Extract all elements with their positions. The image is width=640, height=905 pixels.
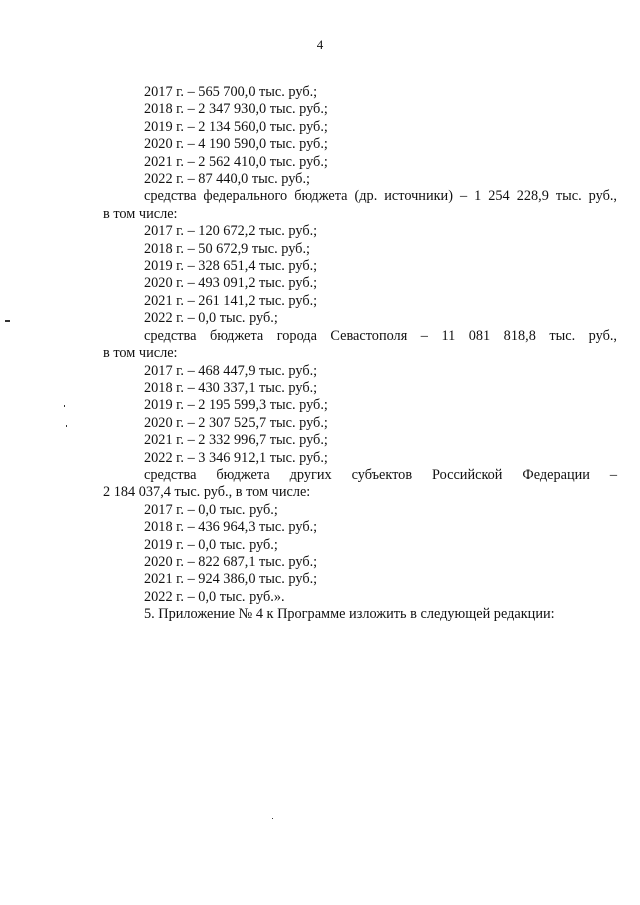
sevastopol-line-2018: 2018 г. – 430 337,1 тыс. руб.;: [144, 379, 318, 396]
other-subjects-budget-heading: средства бюджета других субъектов Российской Федерации –: [144, 466, 617, 483]
other-subjects-line-2020: 2020 г. – 822 687,1 тыс. руб.;: [144, 553, 318, 570]
budget-line-2021: 2021 г. – 2 562 410,0 тыс. руб.;: [144, 153, 328, 170]
budget-line-2017: 2017 г. – 565 700,0 тыс. руб.;: [144, 84, 318, 100]
other-subjects-line-2021: 2021 г. – 924 386,0 тыс. руб.;: [144, 571, 318, 588]
sevastopol-line-2022: 2022 г. – 3 346 912,1 тыс. руб.;: [144, 449, 328, 466]
sevastopol-line-2019: 2019 г. – 2 195 599,3 тыс. руб.;: [144, 397, 328, 414]
other-subjects-line-2017: 2017 г. – 0,0 тыс. руб.;: [144, 501, 278, 518]
federal-line-2017: 2017 г. – 120 672,2 тыс. руб.;: [144, 223, 318, 240]
other-subjects-line-2018: 2018 г. – 436 964,3 тыс. руб.;: [144, 519, 318, 536]
sevastopol-budget-heading: средства бюджета города Севастополя – 11 081 818,8 тыс. руб.,: [144, 327, 617, 344]
scan-mark: [5, 320, 10, 322]
federal-budget-heading: средства федерального бюджета (др. источники) – 1 254 228,9 тыс. руб.,: [144, 188, 617, 205]
other-subjects-line-2022: 2022 г. – 0,0 тыс. руб.».: [144, 588, 285, 605]
other-subjects-line-2019: 2019 г. – 0,0 тыс. руб.;: [144, 536, 278, 553]
federal-line-2022: 2022 г. – 0,0 тыс. руб.;: [144, 310, 278, 327]
budget-line-2022: 2022 г. – 87 440,0 тыс. руб.;: [144, 171, 310, 188]
sevastopol-line-2017: 2017 г. – 468 447,9 тыс. руб.;: [144, 362, 318, 379]
budget-line-2020: 2020 г. – 4 190 590,0 тыс. руб.;: [144, 136, 328, 153]
budget-line-2018: 2018 г. – 2 347 930,0 тыс. руб.;: [144, 101, 328, 118]
scan-mark: [272, 818, 273, 819]
document-body: [103, 84, 617, 624]
appendix-instruction: 5. Приложение № 4 к Программе изложить в следующей редакции:: [144, 606, 555, 623]
page-number: 4: [316, 37, 324, 52]
scan-mark: [64, 405, 65, 407]
sevastopol-line-2020: 2020 г. – 2 307 525,7 тыс. руб.;: [144, 414, 328, 431]
federal-line-2019: 2019 г. – 328 651,4 тыс. руб.;: [144, 258, 318, 275]
federal-line-2018: 2018 г. – 50 672,9 тыс. руб.;: [144, 240, 310, 257]
sevastopol-budget-including: в том числе:: [103, 345, 178, 362]
federal-budget-including: в том числе:: [103, 205, 178, 222]
sevastopol-line-2021: 2021 г. – 2 332 996,7 тыс. руб.;: [144, 432, 328, 449]
federal-line-2020: 2020 г. – 493 091,2 тыс. руб.;: [144, 275, 318, 292]
scan-mark: [66, 425, 67, 427]
budget-line-2019: 2019 г. – 2 134 560,0 тыс. руб.;: [144, 118, 328, 135]
federal-line-2021: 2021 г. – 261 141,2 тыс. руб.;: [144, 292, 318, 309]
other-subjects-budget-total: 2 184 037,4 тыс. руб., в том числе:: [103, 484, 311, 501]
